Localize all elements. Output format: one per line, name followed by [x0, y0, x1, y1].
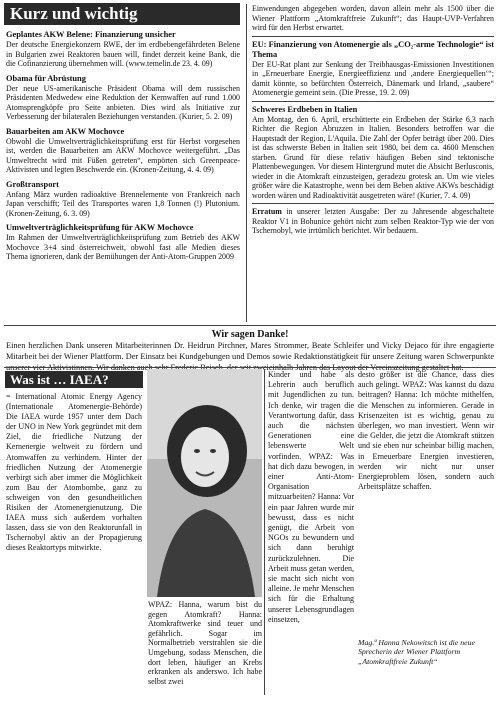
- article-text: Der deutsche Energiekonzern RWE, der im erdbebengefährdeten Belene in Bulgarien zwei Reaktoren bauen will, findet derzeit keine Bank, die die Cofinanzierung übernehmen will. (www.temelin.de 23. 4. 09): [6, 40, 240, 68]
- article-text: Der neue US-amerikanische Präsident Obama will dem russischen Präsidenten Medwedew eine Reduktion der Kernwaffen auf rund 1.000 Atomsprengköpfe pro Seite anbieten. Dies wird als Initiative zur Verbesserung der bilateralen Beziehungen verstanden. (Kurier, 5. 2. 09): [6, 83, 240, 121]
- column-divider: [264, 369, 265, 695]
- article-heading: Schweres Erdbeben in Italien: [252, 104, 358, 114]
- interview-column-2: Kinder und habe als Lehrerin auch beruflich mit Jugendlichen zu tun. Ich denke, wir tragen die Verantwortung dafür, dass auch die nächsten Generationen eine lebenswerte Welt vorfinden. WPAZ: Was hat dich dazu bewogen, in einer Anti-Atom-Organisation mitzuarbeiten? Hanna: Vor ein paar Jahren wurde mir bewusst, dass es nicht genügt, die Arbeit von NGOs zu bewundern und sich dann beruhigt zurückzulehnen. Die Arbeit muss getan werden, sie macht sich nicht von alleine. Je mehr Menschen sich für die Erhaltung unserer Lebensgrundlagen einsetzen,: [268, 370, 354, 624]
- article-text: Einwendungen abgegeben worden, davon allein mehr als 1500 über die Wiener Plattform „Atomkraftfreie Zukunft“; das Haupt-UVP-Verfahren wird für den Herbst erwartet.: [252, 4, 494, 32]
- photo-caption: Mag.ª Hanna Nekowitsch ist die neue Sprecherin der Wiener Plattform „Atomkraftfreie Zukunft“: [358, 638, 475, 666]
- page-divider: [4, 367, 496, 368]
- article-text: Anfang März wurden radioaktive Brennelemente von Frankreich nach Japan verschifft; Teil des Transportes waren 1,8 Tonnen (!) Plutonium. (Kronen-Zeitung, 6. 3. 09): [6, 189, 240, 218]
- thanks-text: Einen herzlichen Dank unseren Mitarbeiterinnen Dr. Heidrun Pirchner, Mares Strommer, Beate Schleifer und Vicky Dejaco für ihre engagierte Mitarbeit bei der Wiener Plattform. Der Einsatz bei Kundgebungen und Demos sowie Redaktionstätigkeit für unsere Zeitung waren Schwerpunkte unserer vier Aktivistinnen. Wir danken auch zweieinhalb Jahren das Layout der Vereinszeitung gestaltet hat.: [6, 341, 494, 372]
- section-divider: [252, 36, 494, 37]
- article-text: Am Montag, den 6. April, erschütterte ein Erdbeben der Stärke 6,3 nach Richter die Region Abruzzen in Italien. Besonders betroffen war die Hauptstadt der Region, L'Aquila. Die Zahl der Opfer beträgt über 200. Dies ist das schwerste Beben in Italien seit 1980, bei dem ca. 4600 Menschen starben. Grund für diese relativ häufigen Beben sind tektonische Plattenbewegungen. Vor diesem Hintergrund mutet die Absicht Berlusconis, wieder in die Atomkraft einzusteigen, geradezu grotesk an. Um wie vieles größer wäre die Katastrophe, wenn bei dem Beben aktive AKWs beschädigt worden wären und Radioaktivität ausgetreten wäre! (Kurier, 7. 4. 09): [252, 114, 494, 200]
- section-title-kurz-und-wichtig: Kurz und wichtig: [4, 3, 240, 25]
- erratum-label: Erratum: [252, 207, 282, 216]
- article-heading: Obama für Abrüstung: [6, 73, 86, 83]
- article-heading: EU: Finanzierung von Atomenergie als „CO₂-arme Technologie“ ist Thema: [252, 39, 494, 59]
- column-divider: [246, 4, 247, 322]
- erratum-text: in unserer letzten Ausgabe: Der zu Jahresende abgeschaltete Reaktor V1 in Bohunice gehört nicht zum selben Reaktor-Typ wie der von Tschernobyl, wie irrtümlich berichtet. Wir bedauern.: [252, 207, 494, 235]
- interview-column-3: desto größer ist die Chance, dass dies auch gelingt. WPAZ: Was kannst du dazu beitragen? Hanna: Ich möchte mithelfen, die Menschen zu informieren. Gerade in Krisenzeiten ist es wichtig, genau zu überlegen, wo man investiert. Wenn wir die Gelder, die jetzt die Atomkraft stützen und sie eben nur scheinbar billig machen, in Erneuerbare Energien investieren, werden wir nicht nur unser Energieproblem lösen, sondern auch Arbeitsplätze schaffen.: [358, 370, 494, 492]
- right-column: [252, 4, 494, 236]
- thanks-title: Wir sagen Danke!: [211, 329, 289, 340]
- iaea-text: = International Atomic Energy Agency (Internationale Atomenergie-Behörde) Die IAEA wurde 1957 unter dem Dach der UNO in New York gegründet mit dem Ziel, die friedliche Nutzung der Kernenergie weltweit zu fördern und Atomwaffen zu verhindern. Hinter der friedlichen Nutzung der Atomenergie verbirgt sich aber immer die Möglichkeit zum Bau der Atombombe, ganz zu schweigen von den gesundheitlichen Risiken der Atomenergienutzung. Die IAEA muss sich außerdem vorhalten lassen, dass sie von den Reaktorunfall in Tschernobyl aktiv an der Propagierung dieses Reaktortyps mitwirkte.: [6, 392, 142, 553]
- left-column: [6, 29, 240, 262]
- section-divider: [252, 203, 494, 204]
- portrait-image: [147, 369, 262, 597]
- portrait-photo: [147, 369, 262, 597]
- article-heading: Großtransport: [6, 179, 59, 189]
- article-text: Im Rahmen der Umweltverträglichkeitsprüfung zum Betrieb des AKW Mochovce 3+4 sind österreichweit, obwohl fast alle Medien dieses Thema ignorieren, dank der Bemühungen der Anti-Atom-Gruppen 2009: [6, 233, 240, 261]
- section-divider: [252, 101, 494, 102]
- article-text: Der EU-Rat plant zur Senkung der Treibhausgas-Emissionen Investitionen in „Erneuerbare Energie, Energieeffizienz und ‚andere Energiequellen‘“; damit könnte, so befürchten Österreich, Dänemark und Irland, „saubere“ Atomenergie gemeint sein. (Die Presse, 19. 2. 09): [252, 59, 494, 97]
- interview-column-1: WPAZ: Hanna, warum bist du gegen Atomkraft? Hanna: Atomkraftwerke sind teuer und gefährlich. Sogar im Normalbetrieb verstrahlen sie die Umgebung, sodass Menschen, die dort leben, häufiger an Krebs erkranken als anderswo. Ich habe selbst zwei: [148, 600, 262, 686]
- page-divider: [4, 325, 496, 326]
- article-heading: Umweltverträglichkeitsprüfung für AKW Mochovce: [6, 223, 194, 232]
- article-text: Obwohl die Umweltverträglichkeitsprüfung erst für Herbst vorgesehen ist, werden die Bauarbeiten am AKW Mochovce weitergeführt. „Das Umweltrecht wird mit Füßen getreten“, empörten sich Greenpeace-Aktivisten und legten Beschwerde ein. (Kronen-Zeitung, 4. 4. 09): [6, 136, 240, 174]
- article-heading: Geplantes AKW Belene: Finanzierung unsicher: [6, 30, 176, 39]
- iaea-title: Was ist … IAEA?: [5, 371, 143, 388]
- article-text: [252, 207, 494, 236]
- article-heading: Bauarbeiten am AKW Mochovce: [6, 126, 125, 136]
